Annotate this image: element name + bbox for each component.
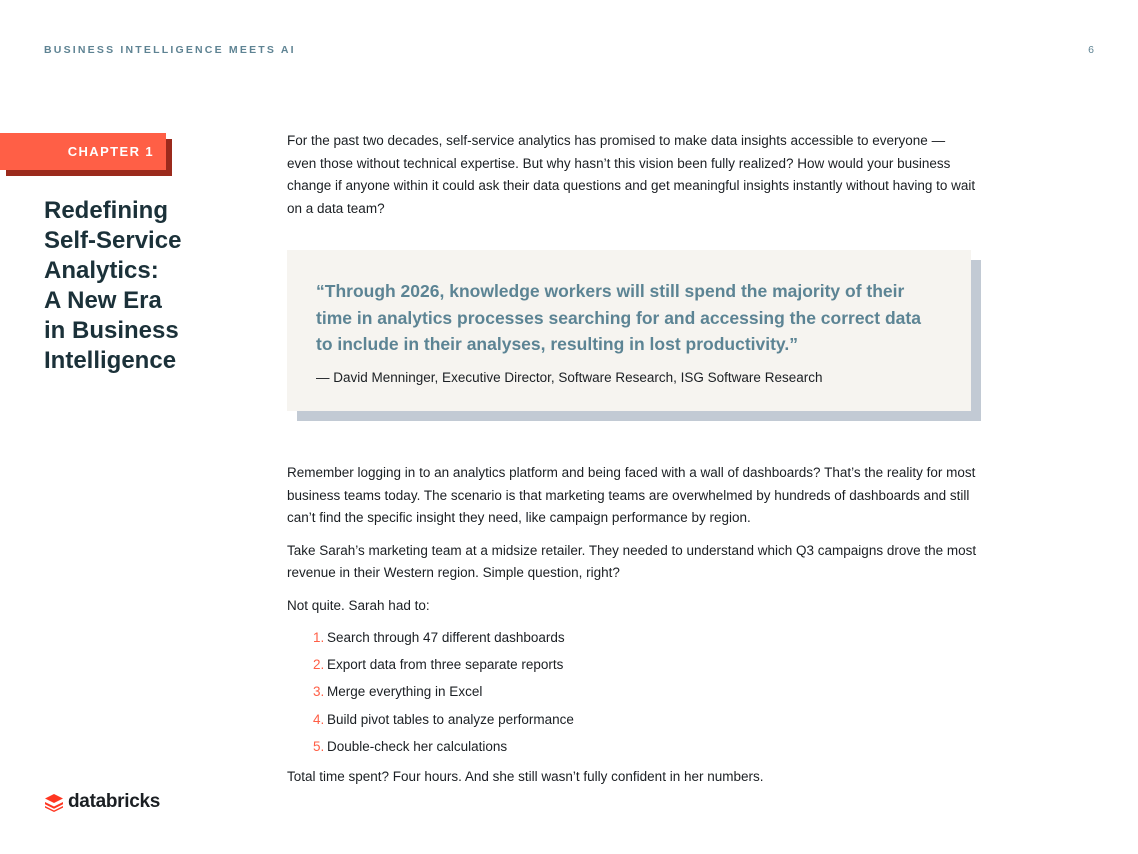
step-text: Merge everything in Excel: [327, 684, 483, 700]
body-paragraph-2: Take Sarah’s marketing team at a midsize retailer. They needed to understand which Q3 campaigns drove the most revenue in their Western region. Simple question, right?: [287, 542, 977, 580]
chapter-tab: [0, 133, 166, 170]
chapter-title-line: Analytics:: [44, 257, 159, 284]
closing-paragraph: Total time spent? Four hours. And she still wasn’t fully confident in her numbers.: [287, 768, 764, 784]
list-item: [313, 656, 977, 674]
step-number: 1.: [313, 630, 325, 645]
databricks-logo: [44, 791, 160, 813]
list-item: [313, 683, 977, 701]
pull-quote-box: [287, 250, 971, 411]
page-number: 6: [1088, 44, 1094, 56]
databricks-stack-icon: [44, 793, 64, 812]
list-item: [313, 629, 977, 647]
chapter-title-line: A New Era: [44, 287, 162, 314]
body-section: [287, 462, 977, 798]
intro-paragraph: For the past two decades, self-service analytics has promised to make data insights accessible to everyone — even those without technical expertise. But why hasn’t this vision been fully realized? How would your business change if anyone within it could ask their data questions and get meaningful insights instantly without having to wait on a data team?: [287, 133, 976, 216]
pull-quote: [287, 250, 981, 421]
chapter-title-line: Redefining: [44, 197, 168, 224]
chapter-title-line: Intelligence: [44, 347, 177, 374]
chapter-title: [44, 196, 244, 376]
step-text: Search through 47 different dashboards: [327, 630, 565, 645]
chapter-title-line: Self-Service: [44, 227, 182, 254]
step-text: Build pivot tables to analyze performance: [327, 711, 574, 727]
step-number: 3.: [313, 684, 325, 700]
step-number: 2.: [313, 657, 325, 673]
step-text: Export data from three separate reports: [327, 657, 564, 673]
quote-text: “Through 2026, knowledge workers will still spend the majority of their time in analytics processes searching for and accessing the correct data to include in their analyses, resulting in lost productivity.”: [316, 281, 921, 354]
step-number: 5.: [313, 738, 325, 754]
chapter-title-line: in Business: [44, 317, 179, 344]
intro-section: [287, 130, 977, 220]
logo-wordmark: databricks: [68, 791, 161, 812]
running-title: BUSINESS INTELLIGENCE MEETS AI: [44, 44, 296, 56]
body-paragraph-3: Not quite. Sarah had to:: [287, 597, 430, 613]
chapter-label: CHAPTER 1: [67, 144, 154, 159]
step-number: 4.: [313, 711, 325, 727]
body-paragraph-1: Remember logging in to an analytics platform and being faced with a wall of dashboards? That’s the reality for most business teams today. The scenario is that marketing teams are overwhelmed by hundreds of dashboards and still can’t find the specific insight they need, like campaign performance by region.: [287, 465, 976, 525]
list-item: [313, 711, 977, 729]
quote-attribution: — David Menninger, Executive Director, Software Research, ISG Software Research: [316, 369, 823, 385]
steps-list: [313, 629, 977, 756]
step-text: Double-check her calculations: [327, 738, 508, 754]
list-item: [313, 738, 977, 756]
